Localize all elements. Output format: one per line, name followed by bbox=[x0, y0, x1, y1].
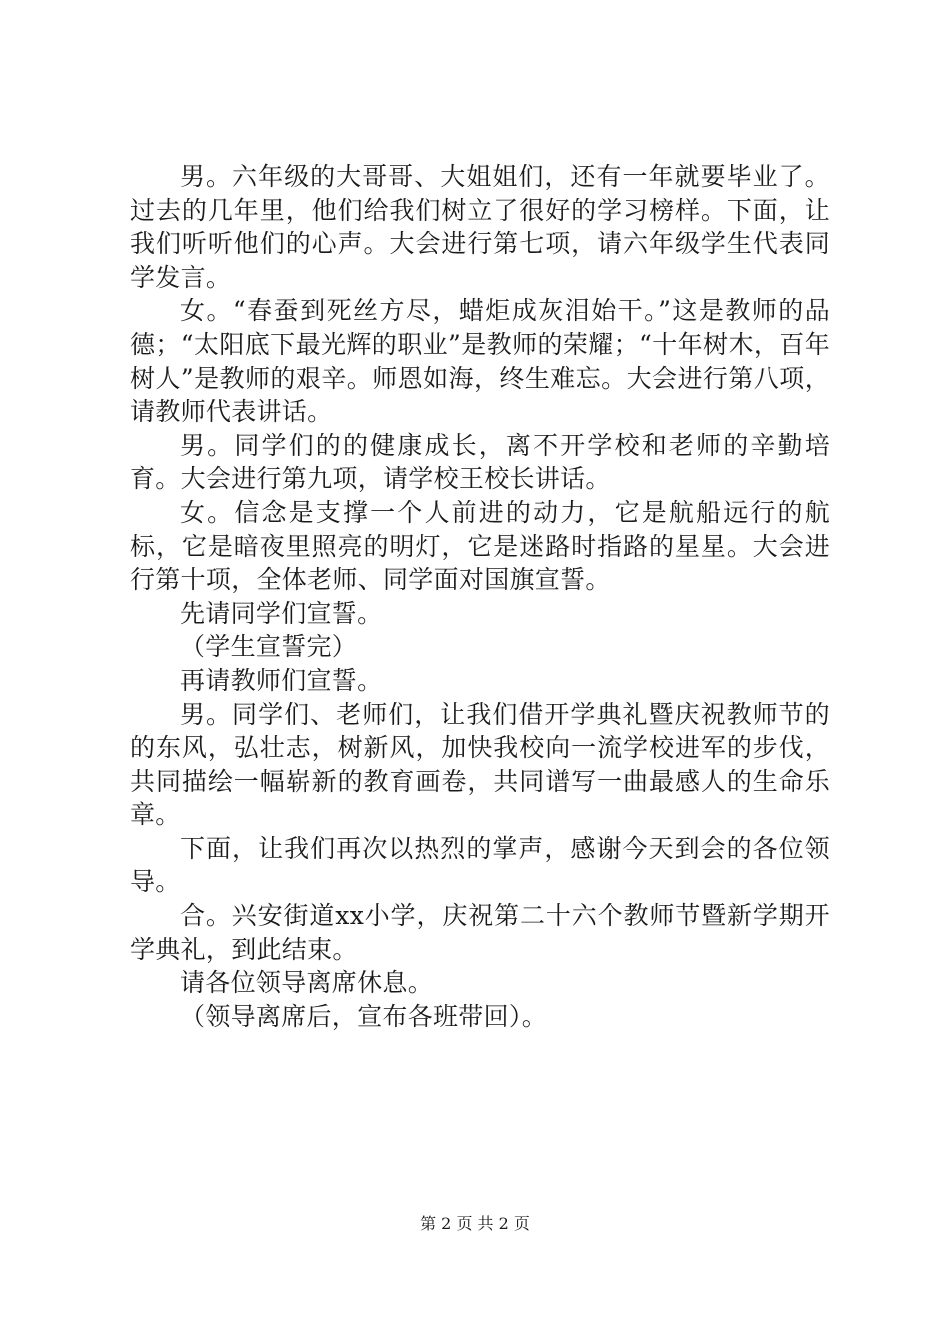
paragraph-female-host-1: 女。“春蚕到死丝方尽，蜡炬成灰泪始干。”这是教师的品德；“太阳底下最光辉的职业”是教师的荣耀；“十年树木，百年树人”是教师的艰辛。师恩如海，终生难忘。大会进行第八项，请教师代表讲话。 bbox=[130, 296, 830, 427]
paragraph-male-host-2: 男。同学们的的健康成长，离不开学校和老师的辛勤培育。大会进行第九项，请学校王校长讲话。 bbox=[130, 430, 830, 494]
paragraph-leaders-leave: 请各位领导离席休息。 bbox=[180, 968, 434, 998]
paragraph-student-oath-done: （学生宣誓完） bbox=[180, 632, 358, 662]
paragraph-dismissal: （领导离席后，宣布各班带回）。 bbox=[180, 1001, 548, 1031]
document-body bbox=[130, 160, 830, 1033]
paragraph-male-host-3: 男。同学们、老师们，让我们借开学典礼暨庆祝教师节的的东风，弘壮志，树新风，加快我校向一流学校进军的步伐，共同描绘一幅崭新的教育画卷，共同谱写一曲最感人的生命乐章。 bbox=[130, 699, 830, 830]
paragraph-applause: 下面，让我们再次以热烈的掌声，感谢今天到会的各位领导。 bbox=[130, 833, 830, 897]
paragraph-closing: 合。兴安街道xx小学，庆祝第二十六个教师节暨新学期开学典礼，到此结束。 bbox=[130, 901, 830, 964]
paragraph-male-host-1: 男。六年级的大哥哥、大姐姐们，还有一年就要毕业了。过去的几年里，他们给我们树立了很好的学习榜样。下面，让我们听听他们的心声。大会进行第七项，请六年级学生代表同学发言。 bbox=[130, 162, 830, 292]
paragraph-student-oath: 先请同学们宣誓。 bbox=[180, 598, 383, 628]
paragraph-female-host-2: 女。信念是支撑一个人前进的动力，它是航船远行的航标，它是暗夜里照亮的明灯，它是迷路时指路的星星。大会进行第十项，全体老师、同学面对国旗宣誓。 bbox=[130, 497, 830, 595]
paragraph-teacher-oath: 再请教师们宣誓。 bbox=[180, 665, 383, 695]
page-footer: 第 2 页 共 2 页 bbox=[420, 1214, 530, 1233]
